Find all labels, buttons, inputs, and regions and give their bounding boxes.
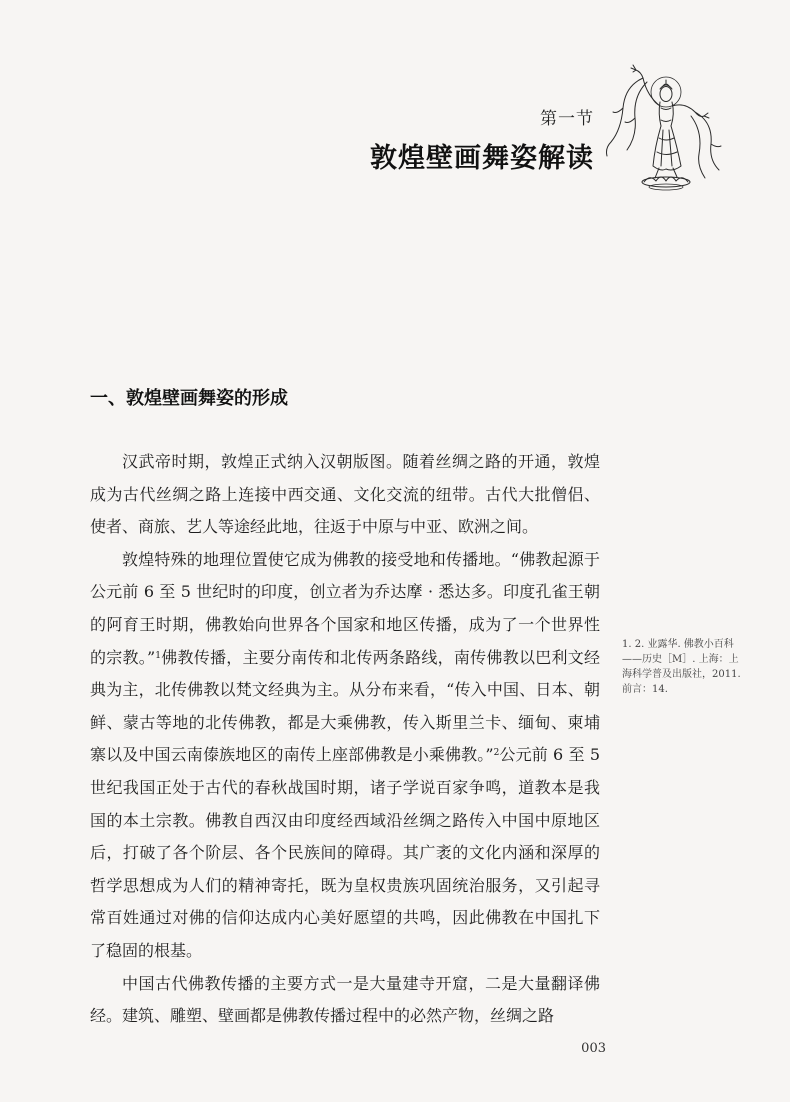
section-label: 第一节	[540, 109, 594, 129]
text-segment: 佛教传播，主要分南传和北传两条路线，南传佛教以巴利文经典为主，北传佛教以梵文经典为主。从分布来看，“传入中国、日本、朝鲜、蒙古等地的北传佛教，都是大乘佛教，传入斯里兰卡、缅甸、柬埔寨以及中国云南傣族地区的南传上座部佛教是小乘佛教。”	[90, 647, 600, 765]
chapter-title: 敦煌壁画舞姿解读	[370, 143, 594, 174]
footnote-ref: 2	[493, 748, 500, 759]
footnote-ref: 1	[155, 650, 161, 661]
body-text	[90, 446, 600, 1033]
paragraph	[90, 544, 600, 968]
page-number: 003	[581, 1041, 606, 1056]
text-segment: 汉武帝时期，敦煌正式纳入汉朝版图。随着丝绸之路的开通，敦煌成为古代丝绸之路上连接中西交通、文化交流的纽带。古代大批僧侣、使者、商旅、艺人等途经此地，往返于中原与中亚、欧洲之间。	[90, 452, 600, 537]
subheading: 一、敦煌壁画舞姿的形成	[90, 388, 288, 409]
apsara-dancer-line-drawing-icon	[603, 56, 729, 196]
paragraph	[90, 446, 600, 544]
text-segment: 敦煌特殊的地理位置使它成为佛教的接受地和传播地。“佛教起源于公元前 6 至 5 世纪时的印度，创立者为乔达摩 · 悉达多。印度孔雀王朝的阿育王时期，佛教始向世界各个国家和地区传播，成为了一个世界性的宗教。”	[90, 549, 600, 667]
paragraph	[90, 968, 600, 1033]
text-segment: 公元前 6 至 5 世纪我国正处于古代的春秋战国时期，诸子学说百家争鸣，道教本是我国的本土宗教。佛教自西汉由印度经西域沿丝绸之路传入中国中原地区后，打破了各个阶层、各个民族间的障碍。其广袤的文化内涵和深厚的哲学思想成为人们的精神寄托，既为皇权贵族巩固统治服务，又引起寻常百姓通过对佛的信仰达成内心美好愿望的共鸣，因此佛教在中国扎下了稳固的根基。	[90, 745, 600, 960]
text-segment: 中国古代佛教传播的主要方式一是大量建寺开窟，二是大量翻译佛经。建筑、雕塑、壁画都是佛教传播过程中的必然产物，丝绸之路	[90, 973, 600, 1026]
sidenote: 1. 2. 业露华. 佛教小百科——历史［M］. 上海：上海科学普及出版社，2011. 前言：14.	[622, 639, 741, 695]
